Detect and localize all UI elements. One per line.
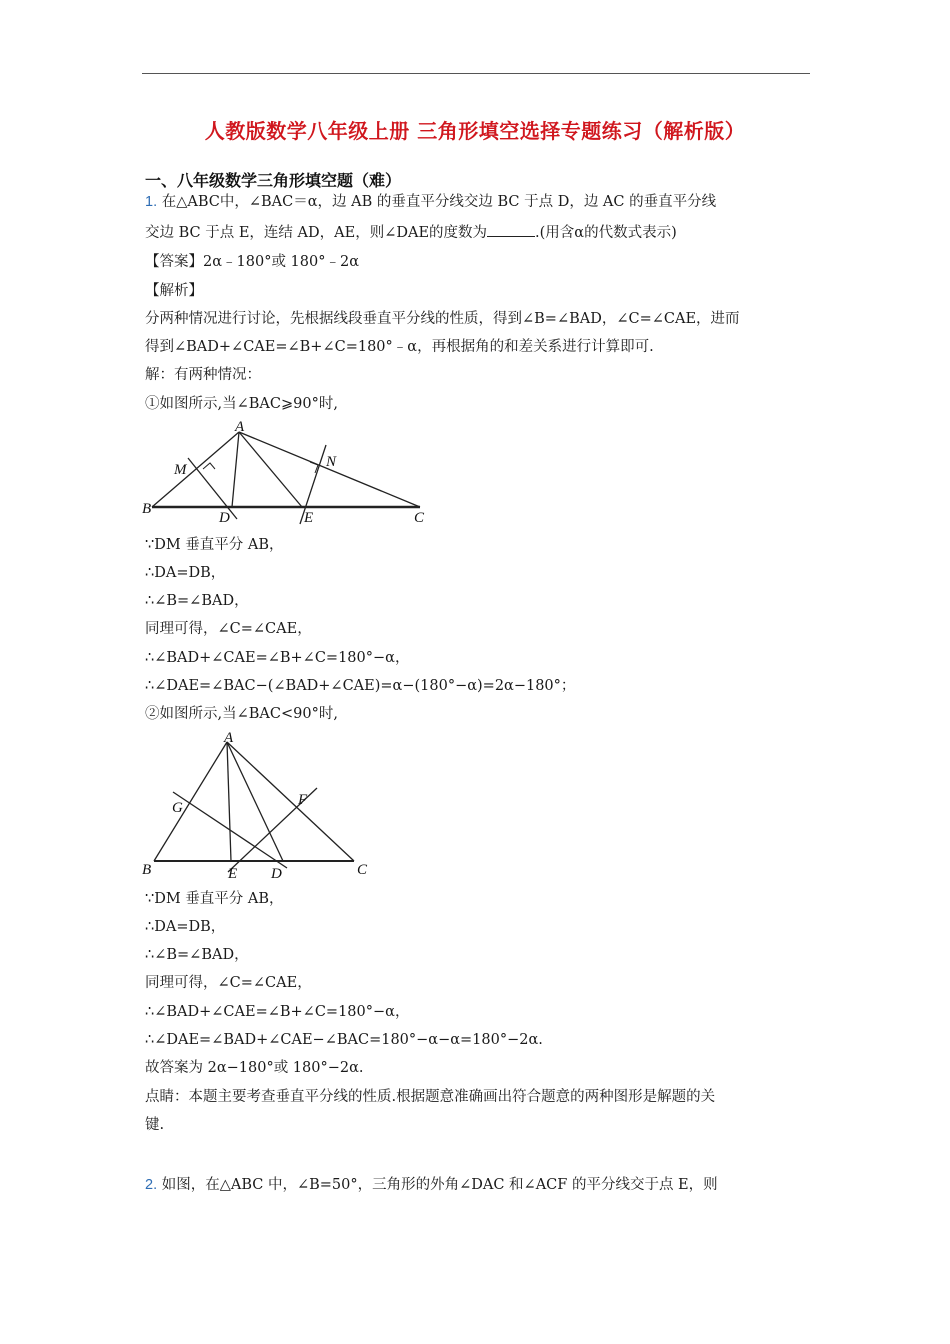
fig2-label-E: E <box>228 866 238 882</box>
fig2-label-D: D <box>271 866 282 882</box>
fig1-label-N: N <box>326 454 337 470</box>
q1-analysis-label: 【解析】 <box>145 283 203 299</box>
fig1-label-E: E <box>304 510 314 526</box>
q2-stem <box>145 1175 718 1195</box>
case1-step-3: ∴∠B=∠BAD， <box>145 593 249 609</box>
q1-solution-intro: 解：有两种情况： <box>145 367 261 383</box>
fig1-label-D: D <box>219 510 230 526</box>
q1-case1-heading: ①如图所示,当∠BAC⩾90°时, <box>145 396 338 412</box>
q1-stem-line1 <box>145 192 716 212</box>
q1-remark-line1: 点睛：本题主要考查垂直平分线的性质.根据题意准确画出符合题意的两种图形是解题的关 <box>145 1089 716 1105</box>
q2-number: 2. <box>145 1177 158 1193</box>
q1-case2-heading: ②如图所示,当∠BAC<90°时, <box>145 706 338 722</box>
q2-stem-text: 如图，在△ABC 中，∠B=50°，三角形的外角∠DAC 和∠ACF 的平分线交于点 E，则 <box>161 1177 718 1193</box>
case2-step-6: ∴∠DAE=∠BAD+∠CAE−∠BAC=180°−α−α=180°−2α. <box>145 1032 543 1048</box>
case2-step-1: ∵DM 垂直平分 AB， <box>145 891 284 907</box>
figure-1-obtuse-triangle <box>140 418 440 530</box>
case1-step-4: 同理可得，∠C=∠CAE， <box>145 621 312 637</box>
fig1-label-M: M <box>174 462 187 478</box>
fig1-label-A: A <box>235 419 245 435</box>
q1-stem-line2 <box>145 222 677 243</box>
q1-analysis-line1: 分两种情况进行讨论，先根据线段垂直平分线的性质，得到∠B=∠BAD，∠C=∠CAE，进而 <box>145 311 740 327</box>
case1-step-2: ∴DA=DB， <box>145 565 226 581</box>
q1-stem-text2b: .(用含α的代数式表示) <box>535 225 677 241</box>
section-heading: 一、八年级数学三角形填空题（难） <box>145 171 402 190</box>
fig1-label-C: C <box>414 510 425 526</box>
case1-step-1: ∵DM 垂直平分 AB， <box>145 537 284 553</box>
figure-2-acute-triangle <box>140 726 380 886</box>
q1-remark-line2: 键. <box>145 1117 165 1133</box>
case2-step-4: 同理可得，∠C=∠CAE， <box>145 975 312 991</box>
case2-step-2: ∴DA=DB， <box>145 919 226 935</box>
fig2-label-F: F <box>298 792 308 808</box>
case1-step-5: ∴∠BAD+∠CAE=∠B+∠C=180°−α， <box>145 650 410 666</box>
fig2-label-B: B <box>142 862 152 878</box>
case2-step-3: ∴∠B=∠BAD， <box>145 947 249 963</box>
document-title: 人教版数学八年级上册 三角形填空选择专题练习（解析版） <box>204 119 746 143</box>
header-rule <box>142 73 810 74</box>
fig2-label-C: C <box>357 862 368 878</box>
fig1-label-B: B <box>142 501 152 517</box>
q1-conclusion: 故答案为 2α−180°或 180°−2α. <box>145 1060 364 1076</box>
q1-number: 1. <box>145 194 158 210</box>
fig2-label-G: G <box>172 800 183 816</box>
q1-stem-text2a: 交边 BC 于点 E，连结 AD，AE，则∠DAE的度数为 <box>145 225 488 241</box>
answer-blank <box>487 222 535 237</box>
case2-step-5: ∴∠BAD+∠CAE=∠B+∠C=180°−α， <box>145 1004 410 1020</box>
q1-stem-text1: 在△ABC中，∠BAC＝α，边 AB 的垂直平分线交边 BC 于点 D，边 AC 的垂直平分线 <box>161 194 717 210</box>
case1-step-6: ∴∠DAE=∠BAC−(∠BAD+∠CAE)=α−(180°−α)=2α−180°； <box>145 678 576 694</box>
q1-answer: 【答案】2α﹣180°或 180°﹣2α <box>145 254 359 270</box>
fig2-label-A: A <box>224 730 234 746</box>
q1-analysis-line2: 得到∠BAD+∠CAE=∠B+∠C=180°﹣α，再根据角的和差关系进行计算即可. <box>145 339 654 355</box>
